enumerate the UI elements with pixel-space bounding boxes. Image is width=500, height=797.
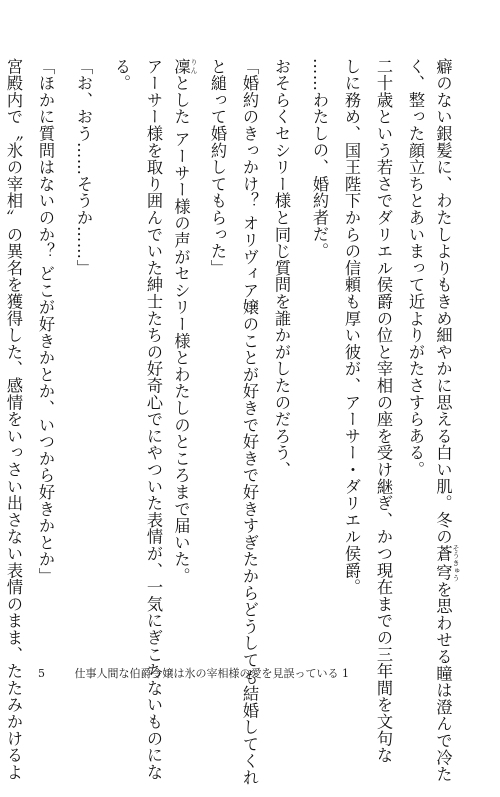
text-segment: を思わせる瞳は澄んで冷た: [433, 581, 453, 783]
running-title: 仕事人間な伯爵令嬢は氷の宰相様の愛を見誤っている 1: [74, 667, 349, 680]
text-line: 「婚約のきっかけ？ オリヴィア嬢のことが好きで好きで好きすぎたからどうしても結婚してくれ: [240, 58, 259, 787]
text-line: [172, 58, 198, 636]
text-segment: 癖のない銀髪に、わたしよりもきめ細やかに思える白い肌。冬の: [433, 58, 453, 546]
text-line: しに務め、国王陛下からの信頼も厚い彼が、アーサー・ダリエル侯爵。: [342, 58, 361, 596]
text-line: 二十歳という若さでダリエル侯爵の位と宰相の座を受け継ぎ、かつ現在までの三年間を文句な: [374, 58, 393, 764]
text-line: ……わたしの、婚約者だ。: [310, 58, 329, 260]
text-segment: とした アーサー様の声がセシリー様とわたしのところまで届いた。: [171, 74, 191, 585]
text-line: と縋って婚約してもらった」: [208, 58, 227, 277]
text-line: [433, 58, 460, 783]
text-line: 「ほかに質問はないのか？ どこが好きかとか、いつから好きかとか」: [36, 58, 55, 585]
ruby-annotation: 蒼穹 そうきゅう: [433, 544, 460, 583]
text-line: 宮殿内で〝氷の宰相〟の異名を獲得した、感情をいっさい出さない表情のまま、たたみかけるよ: [4, 58, 23, 781]
text-line: アーサー様を取り囲んでいた紳士たちの好奇心でにやついた表情が、一気にぎこちないものにな: [144, 58, 163, 781]
page-number: 5: [38, 667, 45, 680]
page-footer: [38, 665, 349, 681]
text-line: く、整った顔立ちとあいまって近よりがたさすらある。: [406, 58, 425, 478]
text-line: おそらくセシリー様と同じ質問を誰かがしたのだろう、: [272, 58, 291, 478]
text-line: 「お、おう……そうか……」: [74, 58, 93, 277]
text-line: る。: [112, 58, 131, 92]
ruby-annotation: 凜 りん: [171, 58, 198, 75]
